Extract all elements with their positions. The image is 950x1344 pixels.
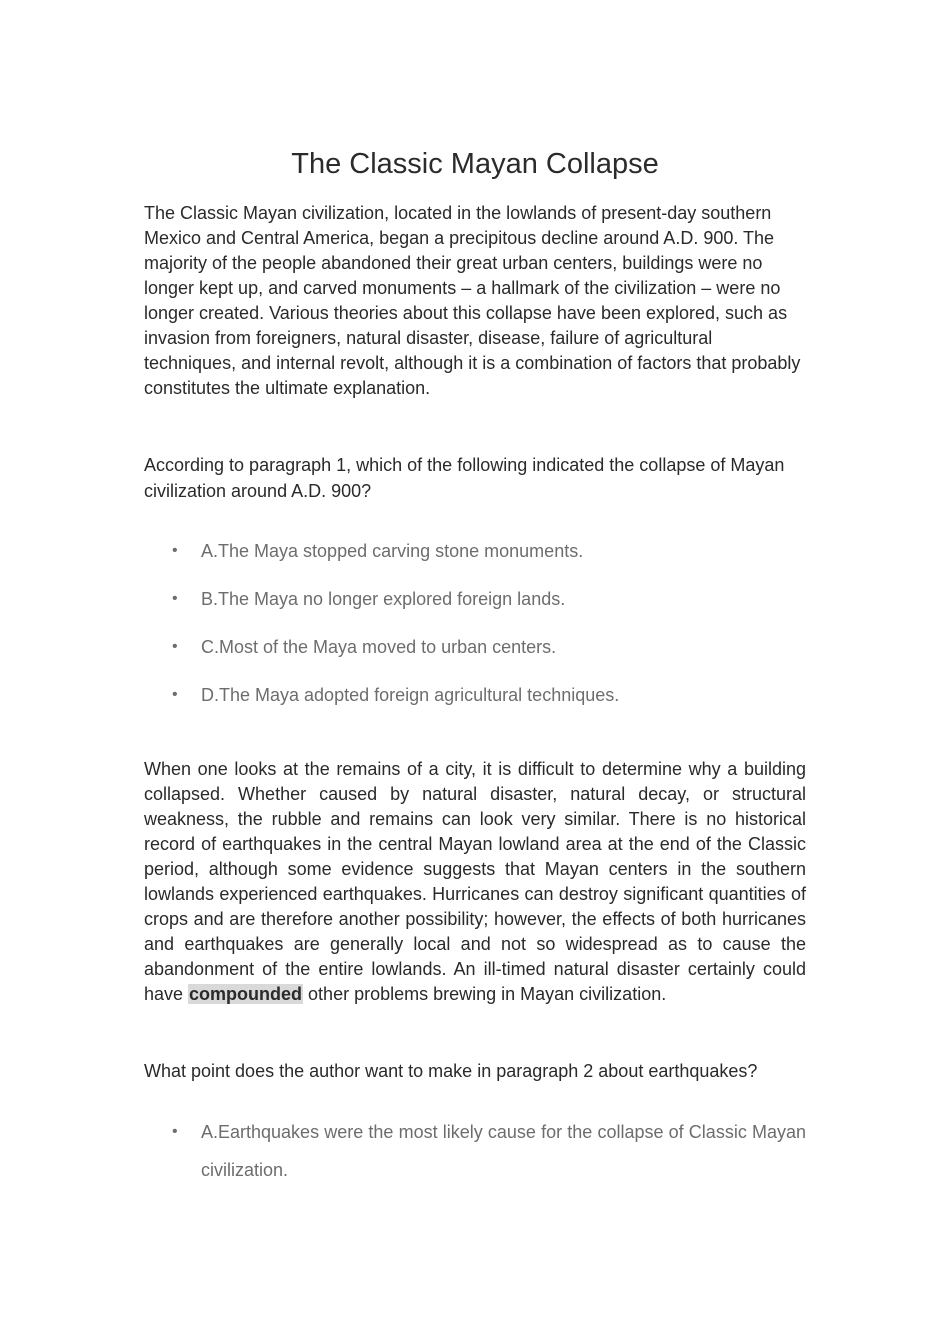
highlighted-word: compounded xyxy=(189,984,303,1004)
page-title: The Classic Mayan Collapse xyxy=(291,148,659,180)
paragraph-1: The Classic Mayan civilization, located in the lowlands of present-day southern Mexico and Central America, began a precipitous decline around A.D. 900. The majority of the people abandoned their great urban centers, buildings were no longer kept up, and carved monuments – a hallmark of the civilization – were no longer created. Various theories about this collapse have been explored, such as invasion from foreigners, natural disaster, disease, failure of agricultural techniques, and internal revolt, although it is a combination of factors that probably constitutes the ultimate explanation. xyxy=(144,203,801,398)
bullet-icon: • xyxy=(172,590,178,607)
option-label: D.The Maya adopted foreign agricultural techniques. xyxy=(201,685,620,705)
bullet-icon: • xyxy=(172,542,178,559)
question-2-text: What point does the author want to make in paragraph 2 about earthquakes? xyxy=(144,1061,758,1081)
bullet-icon: • xyxy=(172,638,178,655)
paragraph-2-before: When one looks at the remains of a city, it is difficult to determine why a building collapsed. Whether caused by natural disaster, natural decay, or structural weakness, the rubble and remains can look very similar. There is no historical record of earthquakes in the central Mayan lowland area at the end of the Classic period, although some evidence suggests that Mayan centers in the southern lowlands experienced earthquakes. Hurricanes can destroy significant quantities of crops and are therefore another possibility; however, the effects of both hurricanes and earthquakes are generally local and not so widespread as to cause the abandonment of the entire lowlands. An ill-timed natural disaster certainly could have xyxy=(144,759,806,1004)
paragraph-2 xyxy=(144,757,806,1007)
bullet-icon: • xyxy=(172,686,178,703)
bullet-icon: • xyxy=(172,1123,178,1140)
option-label: A.The Maya stopped carving stone monuments. xyxy=(201,541,584,561)
paragraph-2-after: other problems brewing in Mayan civilization. xyxy=(303,984,667,1004)
option-label: A.Earthquakes were the most likely cause for the collapse of Classic Mayan civilization. xyxy=(201,1122,806,1180)
question-1-text: According to paragraph 1, which of the following indicated the collapse of Mayan civilization around A.D. 900? xyxy=(144,455,785,501)
option-label: B.The Maya no longer explored foreign lands. xyxy=(201,589,566,609)
option-label: C.Most of the Maya moved to urban centers. xyxy=(201,637,557,657)
